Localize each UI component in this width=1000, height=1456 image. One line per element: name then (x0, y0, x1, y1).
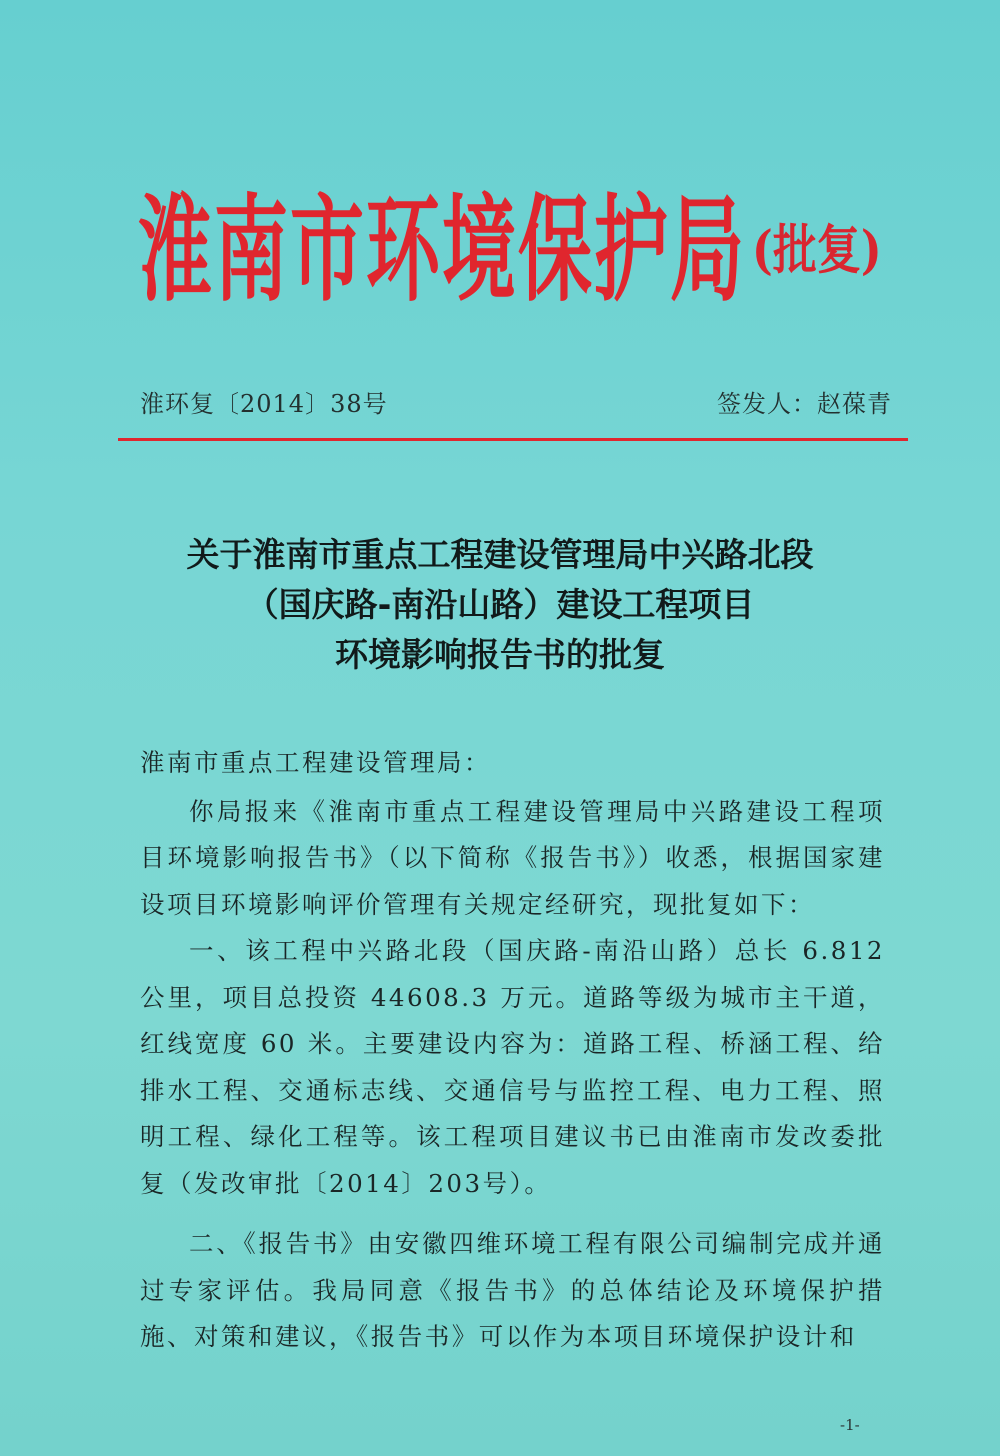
masthead (138, 168, 898, 333)
document-number: 淮环复〔2014〕38号 (140, 390, 388, 418)
masthead-doc-type: (批复) (752, 219, 882, 281)
document-body (140, 740, 885, 1361)
title-line-2: （国庆路-南沿山路）建设工程项目 (245, 585, 755, 624)
document-title (80, 530, 920, 680)
salutation: 淮南市重点工程建设管理局： (140, 748, 491, 777)
document-issuer: 签发人：赵葆青 (717, 390, 892, 418)
red-separator-line (118, 438, 908, 441)
paragraph-item-2: 二、《报告书》由安徽四维环境工程有限公司编制完成并通过专家评估。我局同意《报告书》的总体结论及环境保护措施、对策和建议，《报告书》可以作为本项目环境保护设计和 (140, 1229, 885, 1351)
title-line-3: 环境影响报告书的批复 (335, 635, 665, 674)
masthead-org-name: 淮南市环境保护局 (138, 183, 746, 318)
paragraph-intro: 你局报来《淮南市重点工程建设管理局中兴路建设工程项目环境影响报告书》（以下简称《报告书》）收悉，根据国家建设项目环境影响评价管理有关规定经研究，现批复如下： (140, 796, 885, 919)
title-line-1: 关于淮南市重点工程建设管理局中兴路北段 (186, 535, 814, 574)
document-number-line (140, 384, 892, 419)
page-number: -1- (840, 1416, 860, 1434)
paragraph-item-1: 一、该工程中兴路北段（国庆路-南沿山路）总长 6.812 公里，项目总投资 44608.3 万元。道路等级为城市主干道，红线宽度 60 米。主要建设内容为：道路工程、桥涵工程、给排水工程、交通标志线、交通信号与监控工程、电力工程、照明工程、绿化工程等。该工程项目建议书已由淮南市发改委批复（发改审批〔2014〕203号）。 (140, 936, 885, 1198)
